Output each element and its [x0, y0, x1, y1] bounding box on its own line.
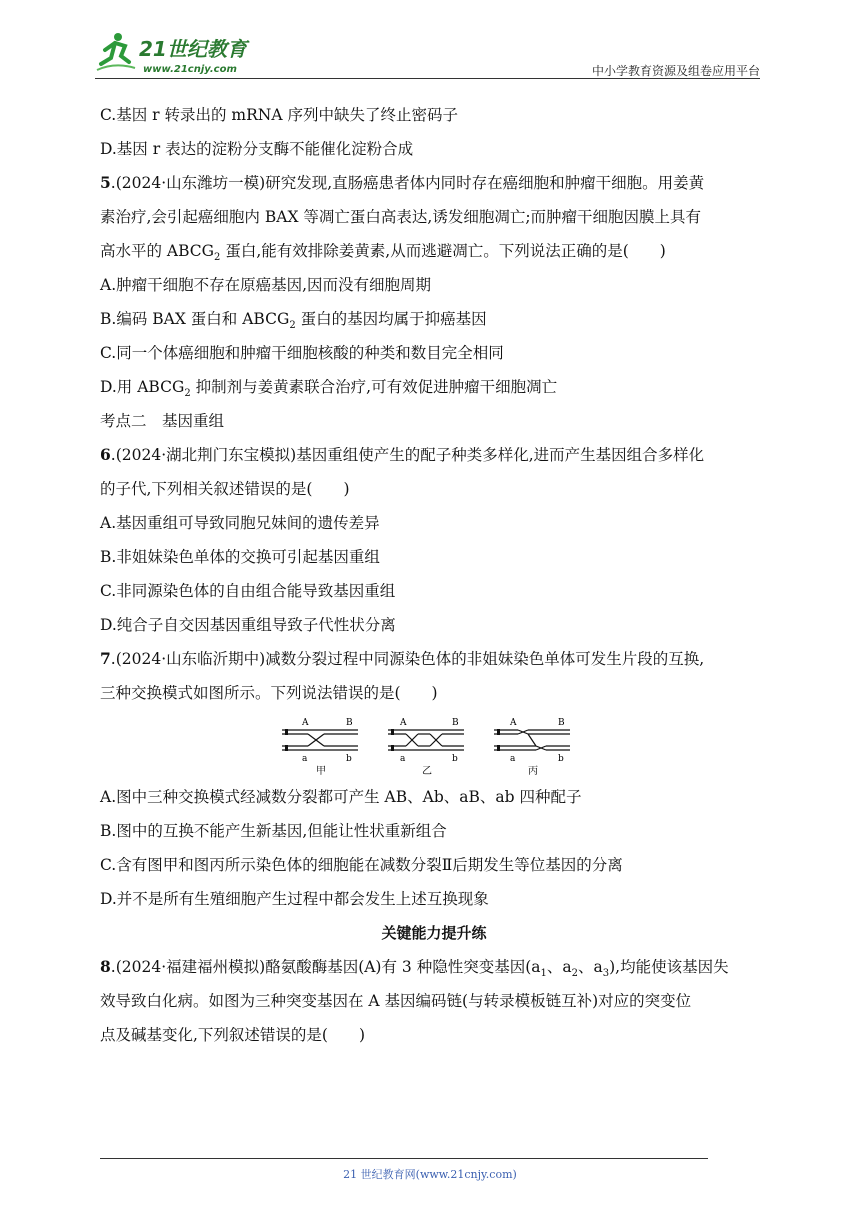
stem-line: 点及碱基变化,下列叙述错误的是( ) [100, 1026, 366, 1044]
question-8-stem [100, 950, 768, 984]
subscript: 2 [289, 320, 296, 332]
allele-label: a [302, 754, 308, 764]
question-number: 6 [100, 445, 111, 464]
footer-divider [100, 1158, 708, 1159]
option-text: B.编码 BAX 蛋白和 ABCG [100, 310, 290, 328]
panel-caption: 乙 [422, 766, 432, 776]
logo-url-text: www.21cnjy.com [143, 64, 237, 75]
question-5-stem [100, 166, 768, 200]
allele-label: A [302, 718, 309, 728]
panel-yi [388, 718, 464, 776]
allele-label: B [452, 718, 459, 728]
option-c: C.非同源染色体的自由组合能导致基因重组 [100, 582, 396, 600]
question-number: 8 [100, 957, 111, 976]
panel-jia [282, 718, 358, 776]
subscript: 3 [602, 968, 610, 980]
allele-label: a [400, 754, 406, 764]
stem-text: 高水平的 ABCG [100, 242, 215, 260]
header-divider [95, 78, 760, 79]
question-6-stem [100, 438, 768, 472]
stem-line: 素治疗,会引起癌细胞内 BAX 等凋亡蛋白高表达,诱发细胞凋亡;而肿瘤干细胞因膜上具有 [100, 208, 702, 226]
option-text: D.用 ABCG [100, 378, 185, 396]
stem-text: .(2024·福建福州模拟)酪氨酸酶基因(A)有 3 种隐性突变基因(a [110, 958, 541, 976]
crossover-figure [100, 710, 768, 780]
option-text: 抑制剂与姜黄素联合治疗,可有效促进肿瘤干细胞凋亡 [190, 378, 558, 396]
subscript: 1 [540, 968, 547, 980]
option-d: D.并不是所有生殖细胞产生过程中都会发生上述互换现象 [100, 890, 489, 908]
option-b [100, 302, 768, 336]
stem-text: 、a [546, 958, 572, 976]
allele-label: A [400, 718, 407, 728]
question-number: 5 [100, 173, 111, 192]
allele-label: b [346, 754, 352, 764]
runner-icon [97, 33, 135, 70]
stem-text: .(2024·山东潍坊一模)研究发现,直肠癌患者体内同时存在癌细胞和肿瘤干细胞。用姜黄 [110, 174, 705, 192]
panel-caption: 丙 [528, 766, 538, 776]
allele-label: b [452, 754, 458, 764]
option-d: D.纯合子自交因基因重组导致子代性状分离 [100, 616, 396, 634]
panel-caption: 甲 [316, 766, 326, 776]
stem-line [100, 234, 768, 268]
stem-text: ),均能使该基因失 [609, 958, 729, 976]
logo-main-text: 21世纪教育 [139, 37, 247, 61]
option-a: A.图中三种交换模式经减数分裂都可产生 AB、Ab、aB、ab 四种配子 [100, 788, 582, 806]
allele-label: b [558, 754, 564, 764]
stem-line: 的子代,下列相关叙述错误的是( ) [100, 480, 350, 498]
stem-text: 蛋白,能有效排除姜黄素,从而逃避凋亡。下列说法正确的是( ) [220, 242, 666, 260]
option-a: A.肿瘤干细胞不存在原癌基因,因而没有细胞周期 [100, 276, 432, 294]
section-title: 关键能力提升练 [381, 924, 487, 942]
option-d [100, 370, 768, 404]
platform-name: 中小学教育资源及组卷应用平台 [591, 64, 760, 78]
page-header [95, 28, 760, 78]
option-a: A.基因重组可导致同胞兄妹间的遗传差异 [100, 514, 380, 532]
section-heading: 考点二 基因重组 [100, 412, 225, 430]
page-footer[interactable]: 21 世纪教育网(www.21cnjy.com) [343, 1168, 517, 1181]
document-body [100, 98, 768, 1052]
question-number: 7 [100, 649, 111, 668]
stem-text: 、a [578, 958, 603, 976]
question-7-stem [100, 642, 768, 676]
allele-label: B [346, 718, 353, 728]
option-b: B.非姐妹染色单体的交换可引起基因重组 [100, 548, 380, 566]
allele-label: a [510, 754, 516, 764]
option-line: D.基因 r 表达的淀粉分支酶不能催化淀粉合成 [100, 140, 414, 158]
option-b: B.图中的互换不能产生新基因,但能让性状重新组合 [100, 822, 447, 840]
subscript: 2 [184, 388, 191, 400]
allele-label: A [510, 718, 517, 728]
site-logo [95, 28, 265, 76]
option-c: C.同一个体癌细胞和肿瘤干细胞核酸的种类和数目完全相同 [100, 344, 504, 362]
allele-label: B [558, 718, 565, 728]
stem-text: .(2024·山东临沂期中)减数分裂过程中同源染色体的非姐妹染色单体可发生片段的互换, [110, 650, 705, 668]
stem-line: 效导致白化病。如图为三种突变基因在 A 基因编码链(与转录模板链互补)对应的突变位 [100, 992, 692, 1010]
option-line: C.基因 r 转录出的 mRNA 序列中缺失了终止密码子 [100, 106, 458, 124]
stem-line: 三种交换模式如图所示。下列说法错误的是( ) [100, 684, 438, 702]
panel-bing [494, 718, 570, 776]
subscript: 2 [571, 968, 578, 980]
option-c: C.含有图甲和图丙所示染色体的细胞能在减数分裂Ⅱ后期发生等位基因的分离 [100, 856, 623, 874]
option-text: 蛋白的基因均属于抑癌基因 [295, 310, 487, 328]
subscript: 2 [214, 252, 221, 264]
stem-text: .(2024·湖北荆门东宝模拟)基因重组使产生的配子种类多样化,进而产生基因组合多样化 [110, 446, 705, 464]
